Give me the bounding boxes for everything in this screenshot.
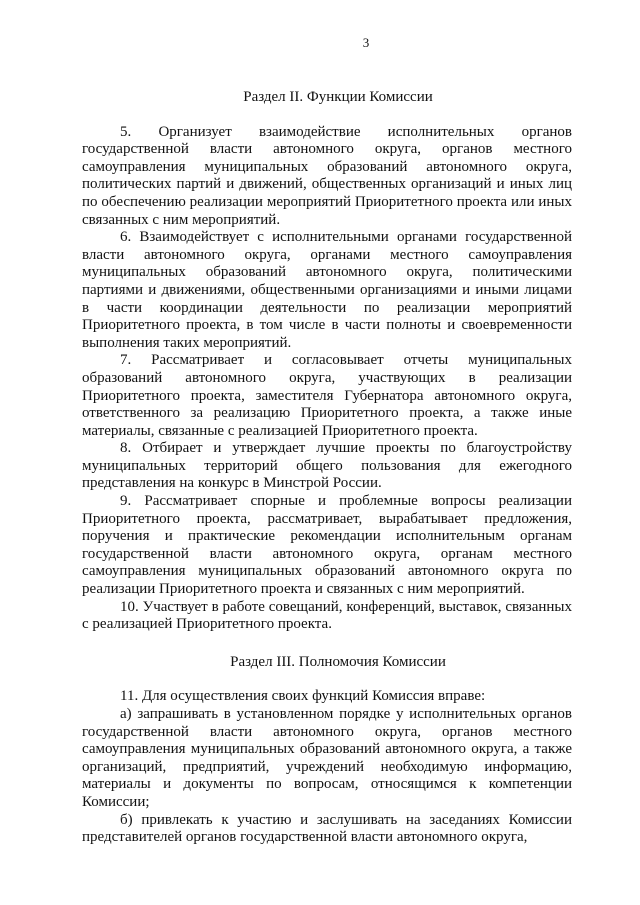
paragraph-9: 9. Рассматривает спорные и проблемные вопросы реализации Приоритетного проекта, рассматривает, вырабатывает предложения, поручения и практические рекомендации исполнительным органам государственной власти автономного округа, органам местного самоуправления муниципальных образований автономного округа по реализации Приоритетного проекта и связанных с ним мероприятий.: [82, 493, 572, 598]
paragraph-8: 8. Отбирает и утверждает лучшие проекты по благоустройству муниципальных территорий общего пользования для ежегодного представления на конкурс в Минстрой России.: [82, 440, 572, 492]
page-number: 3: [362, 35, 370, 50]
paragraph-11: 11. Для осуществления своих функций Комиссия вправе:: [120, 688, 486, 705]
paragraph-11a: а) запрашивать в установленном порядке у исполнительных органов государственной власти автономного округа, органов местного самоуправления муниципальных образований автономного округа, а также организаций, предприятий, учреждений необходимую информацию, материалы и документы по вопросам, относящимся к компетенции Комиссии;: [82, 706, 572, 810]
paragraph-10: 10. Участвует в работе совещаний, конференций, выставок, связанных с реализацией Приоритетного проекта.: [82, 598, 572, 633]
paragraph-11b: б) привлекать к участию и заслушивать на заседаниях Комиссии представителей органов государственной власти автономного округа,: [82, 811, 572, 846]
paragraph-7: 7. Рассматривает и согласовывает отчеты муниципальных образований автономного округа, участвующих в реализации Приоритетного проекта, заместителя Губернатора автономного округа, ответственного за реализацию Приоритетного проекта, а также иные материалы, связанные с реализацией Приоритетного проекта.: [82, 352, 572, 439]
paragraph-5: 5. Организует взаимодействие исполнительных органов государственной власти автономного округа, органов местного самоуправления муниципальных образований автономного округа, политических партий и движений, общественных организаций и иных лиц по обеспечению реализации мероприятий Приоритетного проекта или иных связанных с ним мероприятий.: [82, 123, 572, 228]
section-heading-3: Раздел III. Полномочия Комиссии: [230, 653, 446, 670]
paragraph-6: 6. Взаимодействует с исполнительными органами государственной власти автономного округа, органами местного самоуправления муниципальных образований автономного округа, политическими партиями и движениями, общественными организациями и иными лицами в части координации деятельности по реализации мероприятий Приоритетного проекта, в том числе в части полноты и своевременности выполнения таких мероприятий.: [82, 229, 572, 351]
section-heading-2: Раздел II. Функции Комиссии: [243, 89, 433, 105]
